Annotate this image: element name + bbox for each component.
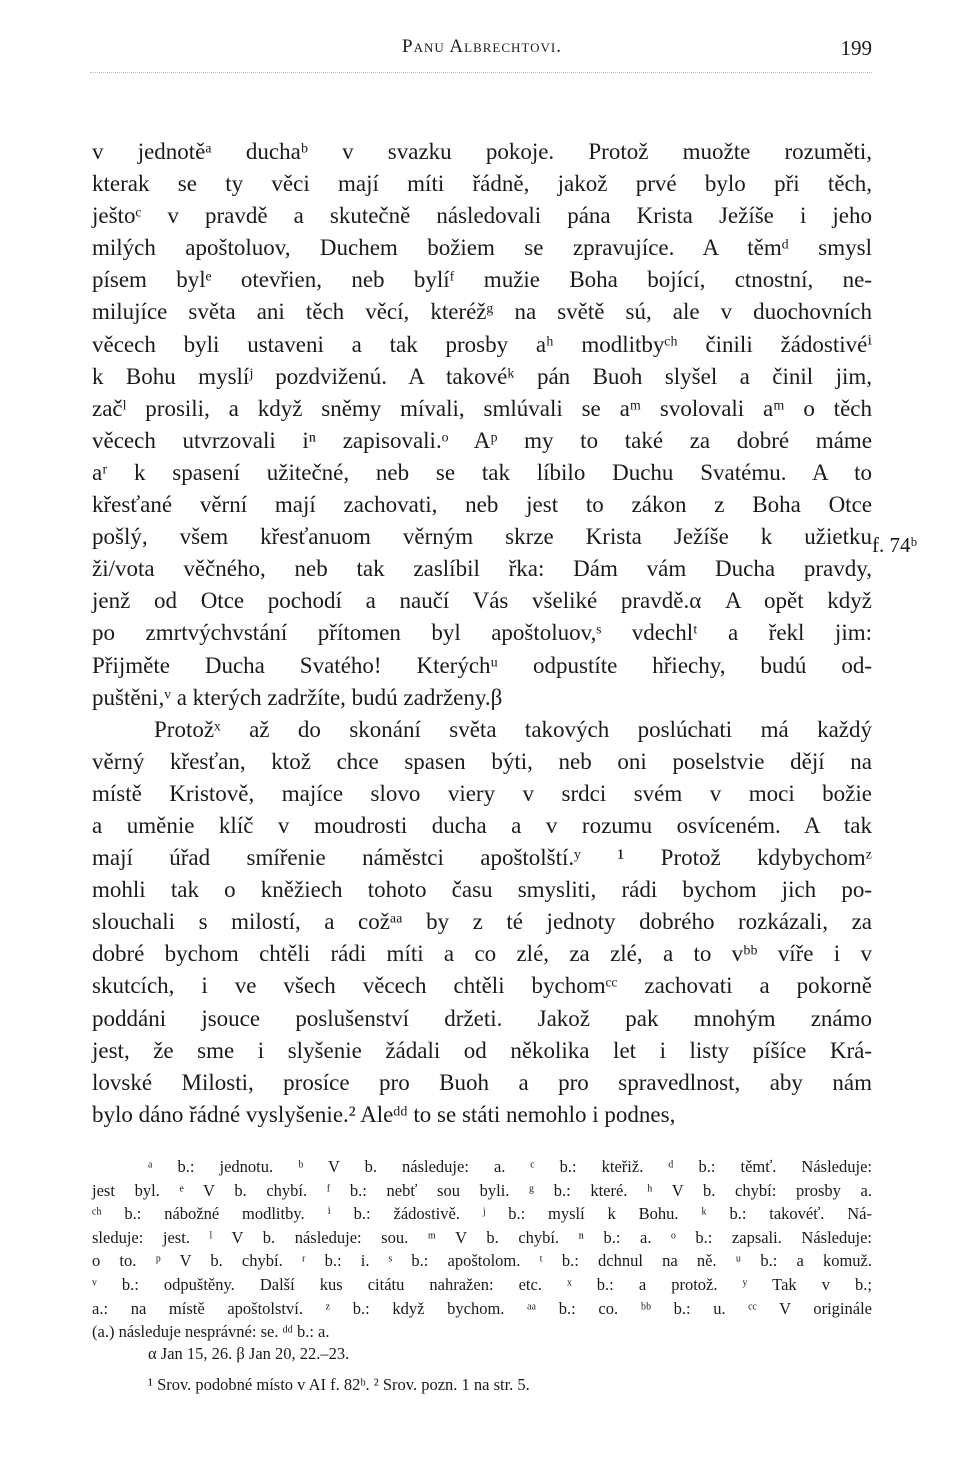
page-header — [92, 36, 872, 66]
running-title: Panu Albrechtovi. — [402, 36, 562, 57]
text-line: slouchali s milostí, a cožᵃᵃ by z té jednoty dobrého rozkázali, za — [92, 909, 872, 935]
page-number: 199 — [840, 36, 872, 60]
apparatus-line: a.: na místě apoštolství. ᶻ b.: když bychom. ᵃᵃ b.: co. ᵇᵇ b.: u. ᶜᶜ V originále — [92, 1298, 872, 1318]
apparatus-line: ᶜʰ b.: nábožné modlitby. ⁱ b.: žádostivě. ʲ b.: myslí k Bohu. ᵏ b.: takovéť. Ná- — [92, 1204, 872, 1224]
text-line: jest, že sme i slyšenie žádali od několika let i listy píšíce Krá- — [92, 1037, 872, 1063]
text-line: aʳ k spasení užitečné, neb se tak líbilo Duchu Svatému. A to — [92, 459, 872, 485]
text-line: mohli tak o kněžiech tohoto času smysliti, rádi bychom jich po- — [92, 877, 872, 903]
apparatus-line: jest byl. ᵉ V b. chybí. ᶠ b.: nebť sou byli. ᵍ b.: které. ʰ V b. chybí: prosby a. — [92, 1180, 872, 1200]
apparatus-line: ᵃ b.: jednotu. ᵇ V b. následuje: a. ᶜ b.: kteřiž. ᵈ b.: těmť. Následuje: — [148, 1157, 872, 1176]
text-line: Protožˣ až do skonání světa takových poslúchati má každý — [154, 716, 872, 742]
apparatus-line: sleduje: jest. ˡ V b. následuje: sou. ᵐ V b. chybí. ⁿ b.: a. ᵒ b.: zapsali. Následuje: — [92, 1227, 872, 1247]
critical-apparatus — [92, 1155, 872, 1344]
text-line: místě Kristově, majíce slovo viery v srdci svém v moci božie — [92, 780, 872, 806]
text-line: věrný křesťan, ktož chce spasen býti, neb oni poselstvie dějí na — [92, 748, 872, 774]
text-line: písem byl​ᵉ otevřien, neb bylíᶠ mužie Boha bojící, ctnostní, ne- — [92, 267, 872, 293]
header-rule — [90, 72, 872, 73]
text-line: lovské Milosti, prosíce pro Buoh a pro spravedlnost, aby nám — [92, 1069, 872, 1095]
text-line: Přijměte Ducha Svatého! Kterýchᵘ odpustíte hřiechy, budú od- — [92, 652, 872, 678]
source-note-line: α Jan 15, 26. β Jan 20, 22.–23. — [148, 1344, 350, 1363]
apparatus-line: o to. ᵖ V b. chybí. ʳ b.: i. ˢ b.: apoštolom. ᵗ b.: dchnul na ně. ᵘ b.: a komuž. — [92, 1251, 872, 1271]
text-line: po zmrtvýchvstání přítomen byl apoštoluov,ˢ vdechlᵗ a řekl jim: — [92, 620, 872, 646]
margin-folio-note: f. 74ᵇ — [872, 533, 917, 557]
text-line: jenž od Otce pochodí a naučí Vás všeliké pravdě.α A opět když — [92, 588, 872, 614]
text-line: milých apoštoluov, Duchem božiem se zpravujíce. A těmᵈ smysl — [92, 235, 872, 261]
source-note-line: ¹ Srov. podobné místo v AI f. 82ᵇ. ² Srov. pozn. 1 na str. 5. — [148, 1375, 530, 1394]
text-line: a uměnie klíč v moudrosti ducha a v rozumu osvíceném. A tak — [92, 812, 872, 838]
text-line: věcech byli ustaveni a tak prosby aʰ modlitbyᶜʰ činili žádostivéⁱ — [92, 331, 872, 357]
text-line: puštěni,ᵛ a kterých zadržíte, budú zadrženy.β — [92, 684, 503, 710]
text-line: poddáni jsouce poslušenství držeti. Jakož pak mnohým známo — [92, 1005, 872, 1031]
text-line: věcech utvrzovali iⁿ zapisovali.ᵒ Aᵖ my to také za dobré máme — [92, 427, 872, 453]
text-line: skutcích, i ve všech věcech chtěli bychomᶜᶜ zachovati a pokorně — [92, 973, 872, 999]
text-line: v jednotěᵃ duchaᵇ v svazku pokoje. Protož muožte rozuměti, — [92, 139, 872, 164]
apparatus-line: (a.) následuje nesprávné: se. ᵈᵈ b.: a. — [92, 1322, 330, 1342]
text-line: k Bohu myslíʲ pozdviženú. A takovéᵏ pán Buoh slyšel a činil jim, — [92, 363, 872, 389]
source-notes — [148, 1339, 868, 1401]
text-line: dobré bychom chtěli rádi míti a co zlé, za zlé, a to vᵇᵇ víře i v — [92, 941, 872, 967]
text-line: milujíce světa ani těch věcí, kteréžᵍ na světě sú, ale v duochovních — [92, 299, 872, 325]
apparatus-line: ᵛ b.: odpuštěny. Další kus citátu nahražen: etc. ˣ b.: a protož. ʸ Tak v b.; — [92, 1274, 872, 1294]
main-text — [92, 136, 872, 1131]
text-line: ži/vota věčného, neb tak zaslíbil řka: Dám vám Ducha pravdy, — [92, 556, 872, 582]
text-line: ještoᶜ v pravdě a skutečně následovali pána Krista Ježíše i jeho — [92, 203, 872, 229]
text-line: pošlý, všem křesťanuom věrným skrze Krista Ježíše k užietku — [92, 524, 872, 550]
text-line: začˡ prosili, a když sněmy mívali, smlúvali se aᵐ svolovali aᵐ o těch — [92, 395, 872, 421]
text-line: bylo dáno řádné vyslyšenie.² Aleᵈᵈ to se státi nemohlo i podnes, — [92, 1101, 676, 1127]
text-line: kterak se ty věci mají míti řádně, jakož prvé bylo při těch, — [92, 171, 872, 197]
text-line: křesťané věrní mají zachovati, neb jest to zákon z Boha Otce — [92, 492, 872, 518]
text-line: mají úřad smířenie náměstci apoštolští.ʸ ¹ Protož kdybychomᶻ — [92, 845, 872, 871]
